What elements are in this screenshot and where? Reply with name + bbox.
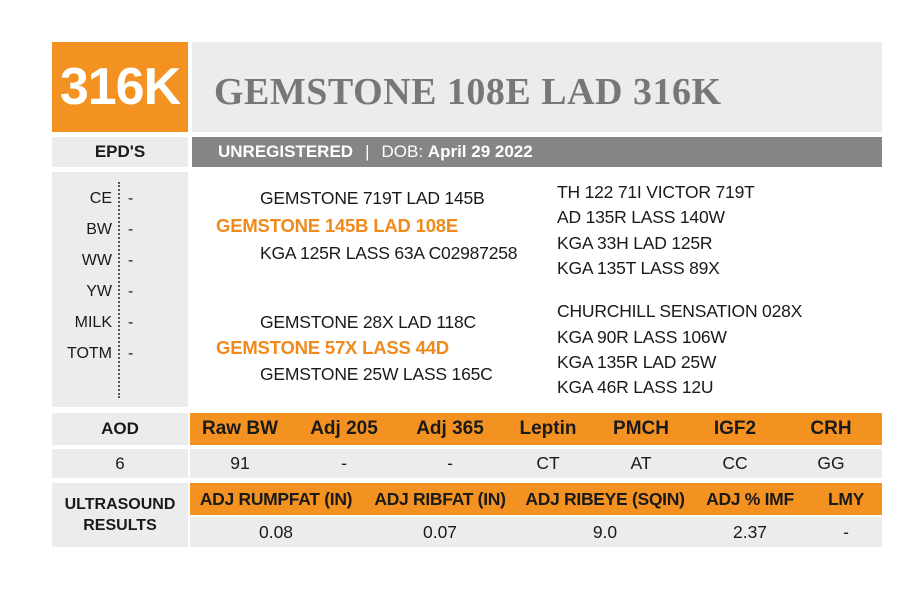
genomics-value: GG [817,453,845,473]
epd-label: BW [86,221,112,238]
ultrasound-label-line2: RESULTS [83,517,157,534]
epd-row-ce [52,190,188,216]
epd-label: WW [81,252,112,269]
sire-sire-dam: AD 135R LASS 140W [557,207,725,227]
ultrasound-value: 0.08 [258,521,294,542]
epd-row-totm [52,345,188,371]
genomics-value: - [341,453,347,473]
dam-dam-dam: KGA 46R LASS 12U [557,377,714,397]
aod-value: 6 [52,449,188,478]
registration-bar [192,137,882,167]
epd-list [52,172,188,407]
genomics-value: - [447,453,453,473]
ultrasound-value: 9.0 [592,521,618,542]
genomics-header: Adj 205 [310,418,378,439]
dam-name: GEMSTONE 57X LASS 44D [216,337,449,358]
sire-name: GEMSTONE 145B LAD 108E [216,215,459,236]
epd-label: MILK [74,314,112,331]
genomics-value: CC [722,453,748,473]
genomics-value: CT [536,453,560,473]
badge: 316K [52,42,188,132]
epd-header: EPD'S [52,137,188,167]
aod-header: AOD [52,413,188,445]
epd-row-bw [52,221,188,247]
epd-label: YW [86,283,112,300]
ultrasound-header: LMY [827,488,865,509]
genomics-header: CRH [810,418,852,439]
ultrasound-header-row [190,483,882,515]
epd-value: - [128,252,134,269]
sire-sire-sire: TH 122 71I VICTOR 719T [557,182,755,202]
dob-value: April 29 2022 [427,142,533,161]
dam-dam: GEMSTONE 25W LASS 165C [260,364,493,384]
ultrasound-value: 0.07 [422,521,458,542]
sire-sire: GEMSTONE 719T LAD 145B [260,188,485,208]
genomics-header: IGF2 [713,418,757,439]
epd-row-ww [52,252,188,278]
dob-label: DOB: [381,142,424,161]
genomics-header: Adj 365 [416,418,484,439]
epd-value: - [128,190,134,207]
epd-value: - [128,314,134,331]
registration-status: UNREGISTERED [218,142,354,161]
epd-row-yw [52,283,188,309]
sire-dam-sire: KGA 33H LAD 125R [557,233,713,253]
ultrasound-header: ADJ % IMF [706,488,794,509]
epd-value: - [128,283,134,300]
epd-label: CE [89,190,112,207]
page-title: GEMSTONE 108E LAD 316K [214,71,722,113]
sire-dam: KGA 125R LASS 63A C02987258 [260,243,518,263]
ultrasound-header: ADJ RIBEYE (SQIN) [525,488,685,509]
ultrasound-value: 2.37 [732,521,768,542]
epd-label: TOTM [66,345,112,362]
genomics-value-row [190,449,882,478]
genomics-value: 91 [230,453,250,473]
sire-dam-dam: KGA 135T LASS 89X [557,258,720,278]
ultrasound-value-row [190,517,882,547]
epd-value: - [128,345,134,362]
dam-sire: GEMSTONE 28X LAD 118C [260,312,476,332]
dam-dam-sire: KGA 135R LAD 25W [557,352,717,372]
genomics-header: Raw BW [202,418,278,439]
ultrasound-header: ADJ RIBFAT (IN) [374,488,506,509]
ultrasound-label-line1: ULTRASOUND [64,496,176,513]
epd-value: - [128,221,134,238]
title-panel [192,42,882,132]
epd-divider [118,182,120,398]
epd-row-milk [52,314,188,340]
genomics-header-row [190,413,882,445]
genomics-value: AT [630,453,652,473]
ultrasound-header: ADJ RUMPFAT (IN) [199,488,353,509]
ultrasound-value: - [843,521,849,542]
separator: | [365,142,370,161]
dam-sire-sire: CHURCHILL SENSATION 028X [557,301,803,321]
dam-sire-dam: KGA 90R LASS 106W [557,327,727,347]
genomics-header: PMCH [613,418,669,439]
ultrasound-label [52,483,188,547]
genomics-header: Leptin [519,418,577,439]
